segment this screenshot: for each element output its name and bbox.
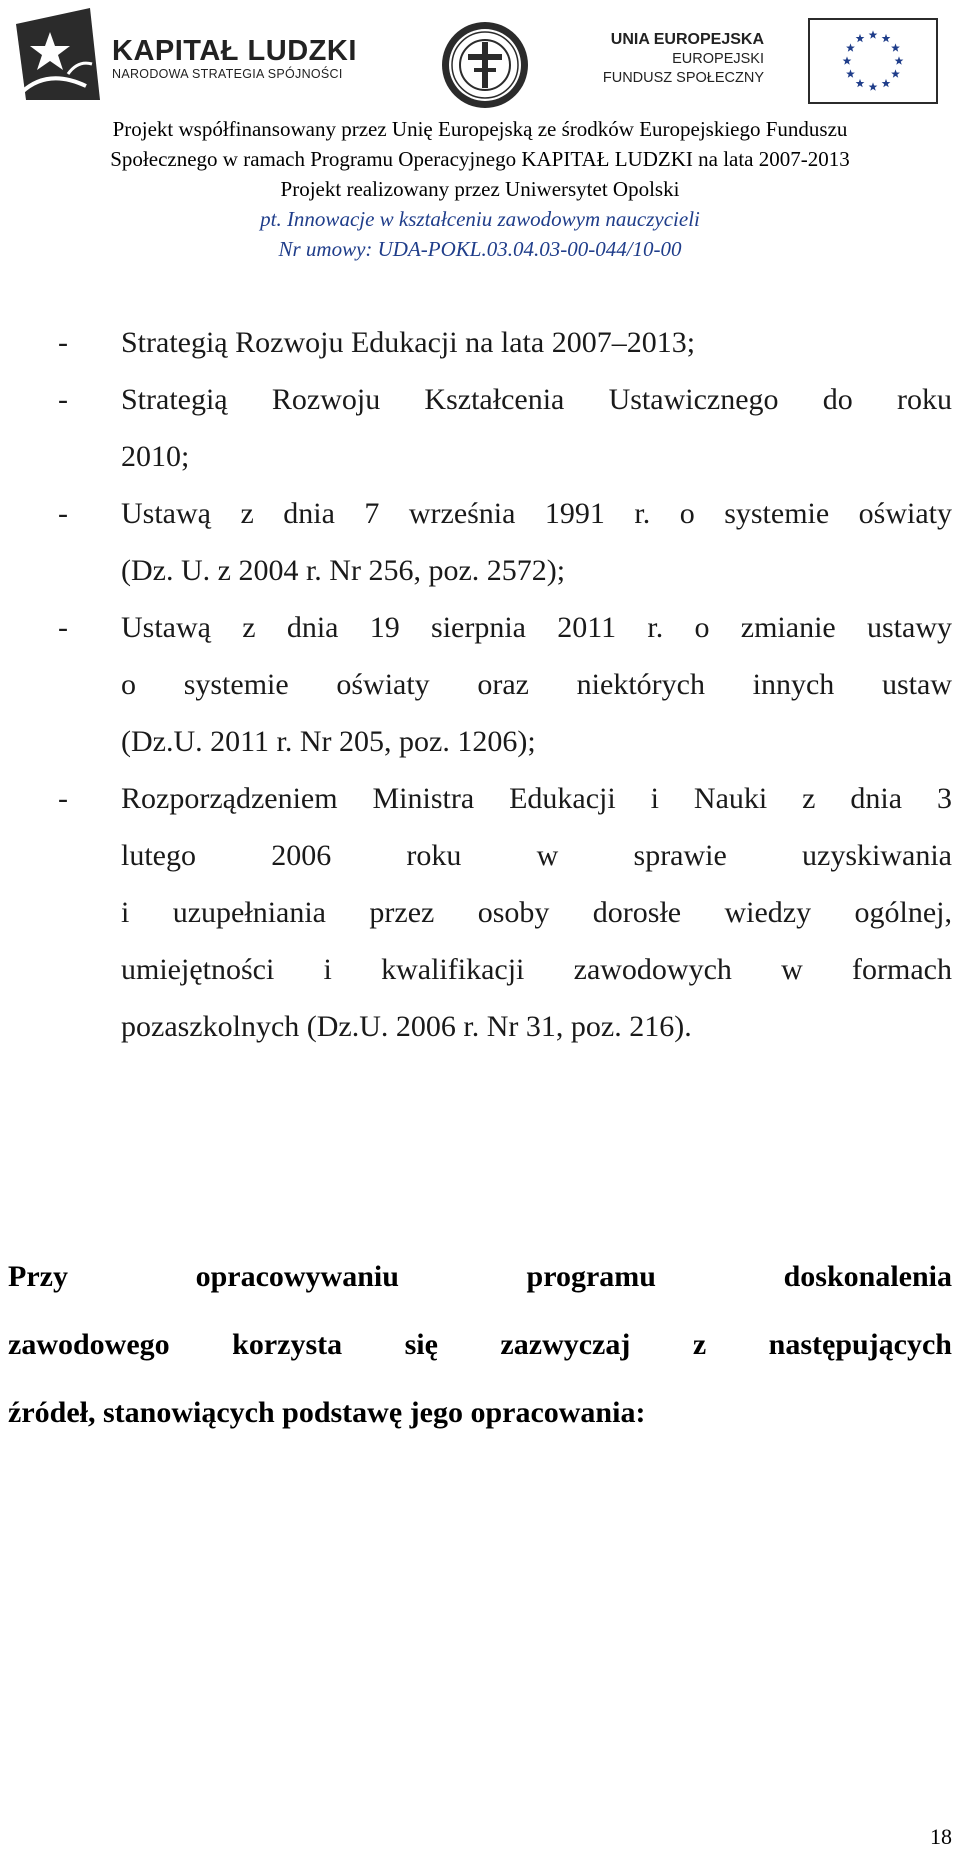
- list-item: [58, 599, 952, 770]
- list-item-line: 2010;: [121, 440, 190, 473]
- project-info-line-3: Projekt realizowany przez Uniwersytet Opolski: [280, 177, 680, 201]
- list-item-line: (Dz.U. 2011 r. Nr 205, poz. 1206);: [121, 725, 536, 758]
- list-dash: -: [58, 497, 68, 530]
- list-item-line: pozaszkolnych (Dz.U. 2006 r. Nr 31, poz. 216).: [121, 1010, 692, 1043]
- list-dash: -: [58, 782, 68, 815]
- eu-line-2: EUROPEJSKI: [672, 51, 764, 67]
- list-item-line: Ustawą z dnia 19 sierpnia 2011 r. o zmianie ustawy: [121, 611, 952, 644]
- list-item-line: i uzupełniania przez osoby dorosłe wiedzy ogólnej,: [121, 896, 952, 929]
- bold-paragraph-line: Przy opracowywaniu programu doskonalenia: [8, 1260, 952, 1293]
- kapital-ludzki-wordmark: [112, 36, 357, 82]
- list-item-line: lutego 2006 roku w sprawie uzyskiwania: [121, 839, 952, 872]
- kapital-ludzki-logo-icon: [8, 4, 108, 104]
- page-number: 18: [930, 1824, 952, 1849]
- list-item-line: umiejętności i kwalifikacji zawodowych w formach: [121, 953, 952, 986]
- university-seal-icon: [440, 20, 530, 110]
- list-item-line: Rozporządzeniem Ministra Edukacji i Nauki z dnia 3: [121, 782, 952, 815]
- bold-paragraph-line: zawodowego korzysta się zazwyczaj z następujących: [8, 1328, 952, 1361]
- list-item-line: Ustawą z dnia 7 września 1991 r. o systemie oświaty: [121, 497, 952, 530]
- list-dash: -: [58, 383, 68, 416]
- eu-wordmark: [592, 30, 764, 88]
- eu-flag-icon: [808, 18, 938, 104]
- list-item-line: (Dz. U. z 2004 r. Nr 256, poz. 2572);: [121, 554, 566, 587]
- list-item-line: Strategią Rozwoju Edukacji na lata 2007–2013;: [121, 326, 696, 359]
- bold-paragraph: [8, 1243, 952, 1447]
- kapital-ludzki-name: KAPITAŁ LUDZKI: [112, 35, 357, 67]
- kapital-ludzki-subtitle: NARODOWA STRATEGIA SPÓJNOŚCI: [112, 67, 343, 81]
- header-logo-bar: [0, 0, 960, 112]
- list-item: [58, 770, 952, 1055]
- bold-paragraph-line: źródeł, stanowiących podstawę jego opracowania:: [8, 1396, 646, 1429]
- legal-basis-list: [58, 314, 952, 1055]
- project-info-line-4: pt. Innowacje w kształceniu zawodowym nauczycieli: [260, 207, 700, 231]
- project-info: [0, 114, 960, 264]
- list-item-line: Strategią Rozwoju Kształcenia Ustawicznego do roku: [121, 383, 952, 416]
- eu-line-1: UNIA EUROPEJSKA: [610, 31, 764, 48]
- project-info-line-2: Społecznego w ramach Programu Operacyjnego KAPITAŁ LUDZKI na lata 2007-2013: [110, 147, 850, 171]
- list-item: [58, 485, 952, 599]
- project-info-line-1: Projekt współfinansowany przez Unię Europejską ze środków Europejskiego Funduszu: [112, 117, 848, 141]
- list-item: [58, 314, 952, 371]
- list-dash: -: [58, 611, 68, 644]
- list-item-line: o systemie oświaty oraz niektórych innych ustaw: [121, 668, 952, 701]
- list-dash: -: [58, 326, 68, 359]
- project-info-line-5: Nr umowy: UDA-POKL.03.04.03-00-044/10-00: [278, 237, 682, 261]
- eu-line-3: FUNDUSZ SPOŁECZNY: [602, 70, 764, 86]
- list-item: [58, 371, 952, 485]
